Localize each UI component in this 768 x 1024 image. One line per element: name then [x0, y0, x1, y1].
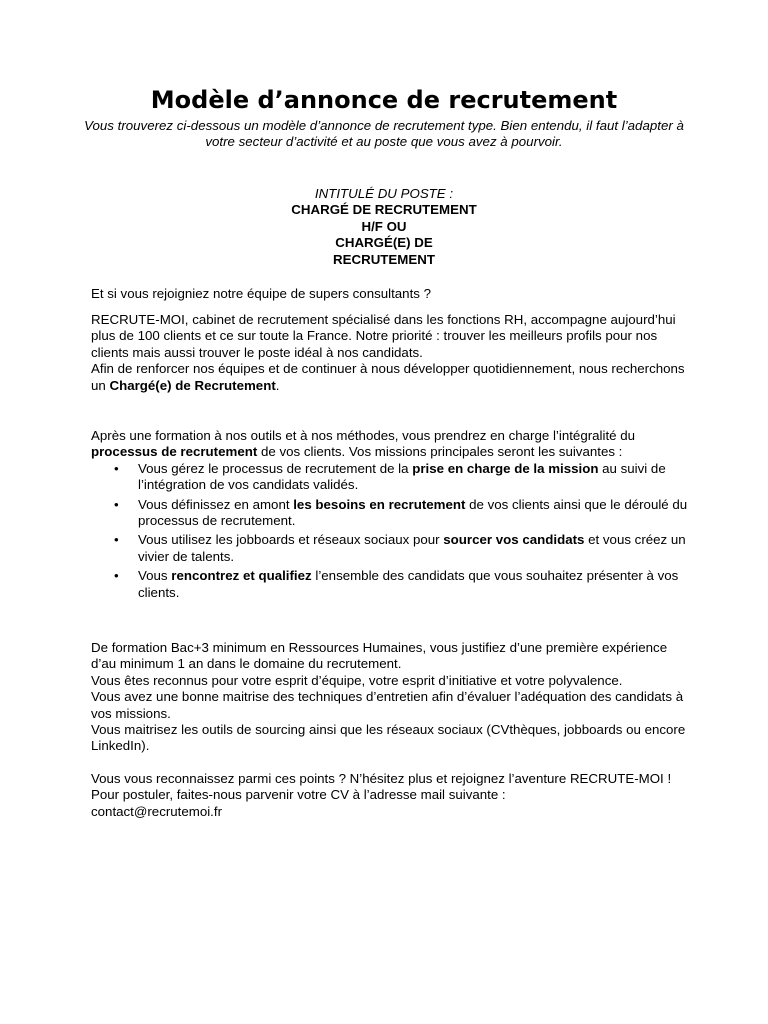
- closing-section: [91, 771, 691, 820]
- company-paragraph: RECRUTE-MOI, cabinet de recrutement spécialisé dans les fonctions RH, accompagne aujourd’hui plus de 100 clients et ce sur toute la France. Notre priorité : trouver les meilleurs profils pour nos clients mais aussi trouver le poste idéal à nos candidats.: [91, 312, 676, 360]
- mission-item: • Vous définissez en amont les besoins en recrutement de vos clients ainsi que le déroulé du processus de recrutement.: [114, 496, 688, 529]
- job-title-block: [0, 186, 768, 268]
- bullet-icon: •: [114, 532, 119, 548]
- missions-intro: Après une formation à nos outils et à nos méthodes, vous prendrez en charge l’intégralité du processus de recrutement de vos clients. Vos missions principales seront les suivantes :: [91, 428, 636, 460]
- job-title-line: CHARGÉ(E) DE: [335, 235, 433, 251]
- job-title-line: H/F OU: [361, 218, 407, 234]
- closing-paragraph: Vous vous reconnaissez parmi ces points ? N’hésitez plus et rejoignez l’aventure RECRUTE-MOI !: [91, 771, 672, 786]
- document-title: Modèle d’annonce de recrutement: [150, 86, 618, 114]
- job-title-line: CHARGÉ DE RECRUTEMENT: [291, 202, 477, 218]
- role-name: Chargé(e) de Recrutement: [109, 377, 276, 393]
- mission-item: • Vous rencontrez et qualifiez l’ensemble des candidats que vous souhaitez présenter à vos clients.: [114, 568, 679, 600]
- profile-section: [91, 640, 691, 755]
- contact-email: contact@recrutemoi.fr: [91, 803, 222, 819]
- profile-paragraph: Vous avez une bonne maitrise des techniques d’entretien afin d’évaluer l’adéquation des candidats à vos missions.: [91, 689, 684, 721]
- bullet-icon: •: [114, 496, 119, 512]
- mission-item: • Vous gérez le processus de recrutement de la prise en charge de la mission au suivi de l’intégration de vos candidats validés.: [114, 460, 666, 493]
- intro-question: [91, 286, 691, 302]
- mission-item: • Vous utilisez les jobboards et réseaux sociaux pour sourcer vos candidats et vous créez un vivier de talents.: [114, 532, 686, 564]
- intro-question-text: Et si vous rejoigniez notre équipe de supers consultants ?: [91, 286, 432, 301]
- profile-paragraph: Vous êtes reconnus pour votre esprit d’équipe, votre esprit d’initiative et votre polyvalence.: [91, 672, 623, 688]
- document-subtitle: Vous trouverez ci-dessous un modèle d’annonce de recrutement type. Bien entendu, il faut l’adapter à votre secteur d’activité et au poste que vous avez à pourvoir.: [84, 118, 684, 150]
- missions-section: [91, 428, 691, 604]
- profile-paragraph: Vous maitrisez les outils de sourcing ainsi que les réseaux sociaux (CVthèques, jobboards ou encore LinkedIn).: [91, 722, 686, 754]
- profile-paragraph: De formation Bac+3 minimum en Ressources Humaines, vous justifiez d’une première expérience d’au minimum 1 an dans le domaine du recrutement.: [91, 640, 668, 672]
- recruit-paragraph: Afin de renforcer nos équipes et de continuer à nous développer quotidiennement, nous recherchons un Chargé(e) de Recrutement.: [91, 361, 685, 393]
- bullet-icon: •: [114, 460, 119, 476]
- job-title-label: INTITULÉ DU POSTE :: [314, 186, 454, 201]
- closing-paragraph: Pour postuler, faites-nous parvenir votre CV à l’adresse mail suivante :: [91, 787, 506, 803]
- missions-list: [91, 461, 691, 601]
- bullet-icon: •: [114, 568, 119, 584]
- job-title-line: RECRUTEMENT: [333, 251, 435, 267]
- company-section: [91, 312, 691, 394]
